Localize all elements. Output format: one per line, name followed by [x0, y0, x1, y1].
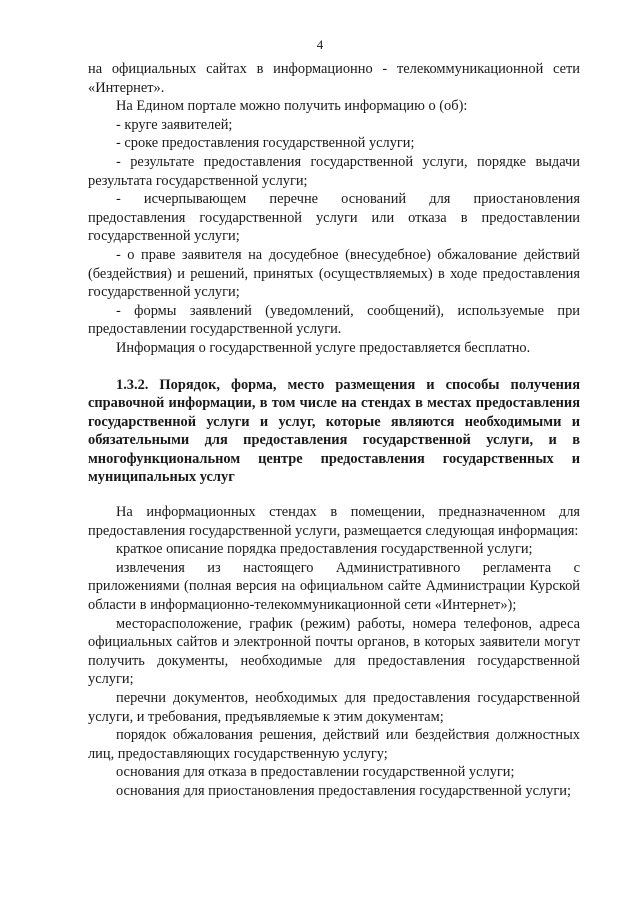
list-item-refusal-grounds: основания для отказа в предоставлении государственной услуги;	[116, 764, 515, 781]
list-item-grounds: - исчерпывающем перечне оснований для приостановления предоставления государственной услуги или отказа в предоставлении государственной услуги;	[88, 191, 580, 245]
list-item-suspension-grounds: основания для приостановления предоставления государственной услуги;	[116, 782, 571, 799]
list-item-appeal-procedure: порядок обжалования решения, действий или бездействия должностных лиц, предоставляющих государственную услугу;	[88, 727, 580, 762]
list-item-term: - сроке предоставления государственной услуги;	[116, 135, 415, 152]
list-item-short-description: краткое описание порядка предоставления государственной услуги;	[116, 541, 533, 558]
paragraph-sites-internet: на официальных сайтах в информационно - телекоммуникационной сети «Интернет».	[88, 61, 580, 96]
list-item-document-lists: перечни документов, необходимых для предоставления государственной услуги, и требования, предъявляемые к этим документам;	[88, 690, 580, 725]
list-item-appeal-right: - о праве заявителя на досудебное (внесудебное) обжалование действий (бездействия) и решений, принятых (осуществляемых) в ходе предоставления государственной услуги;	[88, 246, 580, 301]
paragraph-info-stands: На информационных стендах в помещении, предназначенном для предоставления государственной услуги, размещается следующая информация:	[88, 504, 580, 539]
document-body	[88, 60, 580, 801]
section-heading-1-3-2: 1.3.2. Порядок, форма, место размещения и способы получения справочной информации, в том числе на стендах в местах предоставления государственной услуги и услуг, которые являются необходимыми и обязательными для предоставления государственной услуги, и в многофункциональном центре предоставления государственных и муниципальных услуг	[88, 376, 580, 486]
list-item-regulation-extracts: извлечения из настоящего Административного регламента с приложениями (полная версия на официальном сайте Администрации Курской области в информационно-телекоммуникационной сети «Интернет»);	[88, 559, 580, 614]
list-item-result: - результате предоставления государственной услуги, порядке выдачи результата государственной услуги;	[88, 153, 580, 189]
paragraph-portal-info: На Едином портале можно получить информацию о (об):	[116, 98, 468, 115]
list-item-forms: - формы заявлений (уведомлений, сообщений), используемые при предоставлении государственной услуги.	[88, 302, 580, 338]
list-item-location-schedule: месторасположение, график (режим) работы, номера телефонов, адреса официальных сайтов и электронной почты органов, в которых заявители могут получить документы, необходимые для предоставления государственной услуги;	[88, 615, 580, 688]
page-number: 4	[316, 37, 324, 52]
list-item-applicants: - круге заявителей;	[116, 116, 233, 133]
paragraph-free-info: Информация о государственной услуге предоставляется бесплатно.	[116, 339, 531, 356]
